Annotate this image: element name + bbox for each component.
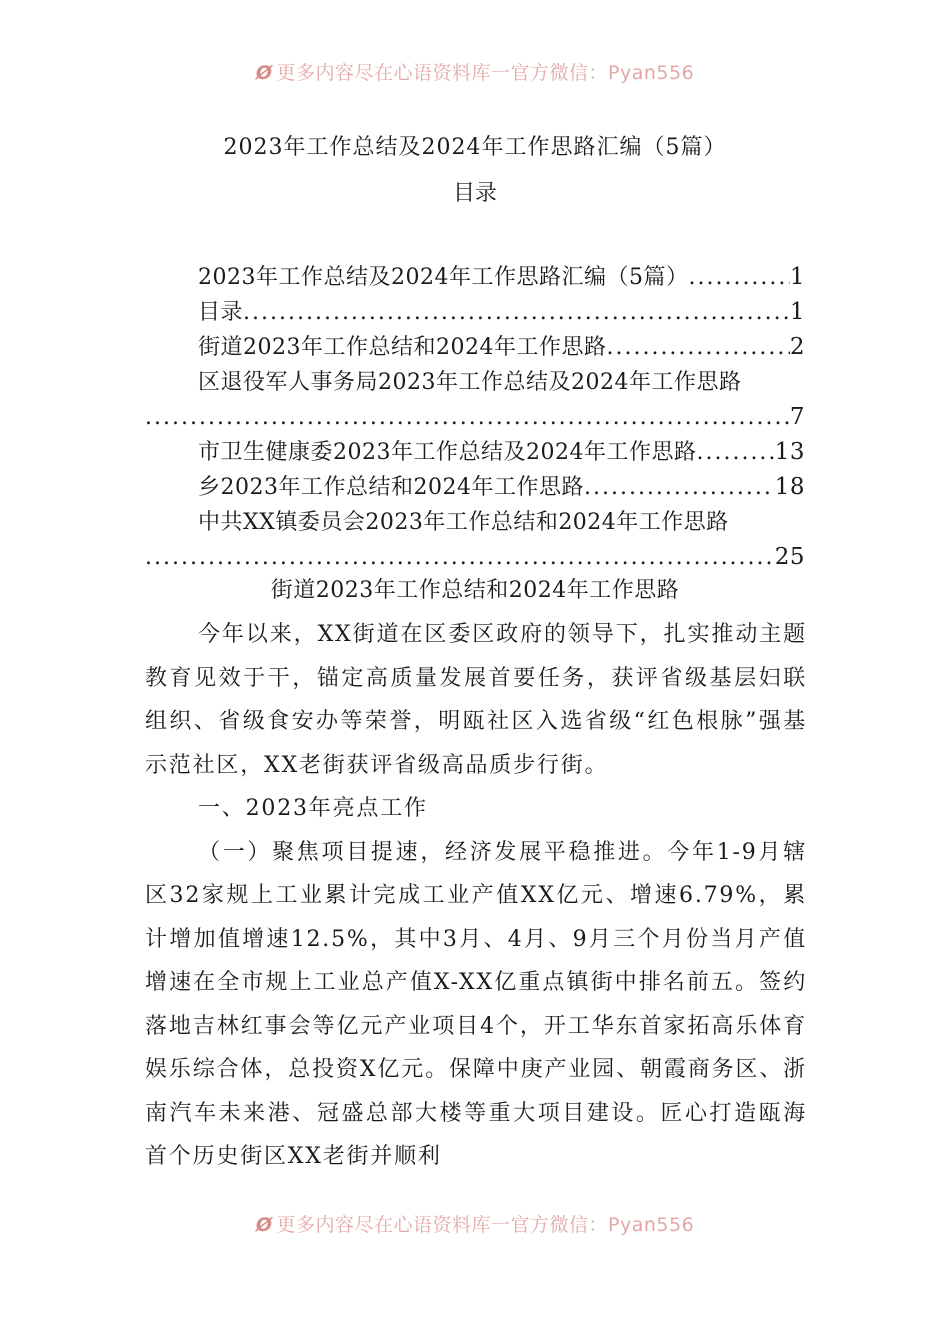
toc-entry-page: 2 bbox=[789, 334, 805, 360]
toc-entry-label: 2023年工作总结及2024年工作思路汇编（5篇） bbox=[198, 265, 689, 290]
watermark-text: 更多内容尽在心语资料库一官方微信：Pyan556 bbox=[276, 1214, 695, 1236]
toc-heading: 目录 bbox=[452, 181, 497, 206]
watermark-logo: Ø bbox=[255, 62, 273, 84]
toc-entry[interactable] bbox=[145, 295, 805, 330]
toc-entry-page: 1 bbox=[789, 264, 805, 290]
toc-entry-page: 1 bbox=[789, 299, 805, 325]
toc-entry-continuation[interactable] bbox=[145, 400, 805, 435]
toc-entry-label: 中共XX镇委员会2023年工作总结和2024年工作思路 bbox=[198, 510, 729, 535]
toc-entry[interactable] bbox=[145, 365, 805, 400]
section-heading: 一、2023年亮点工作 bbox=[198, 796, 428, 821]
toc-entry-page: 7 bbox=[789, 404, 805, 430]
toc-leader bbox=[606, 330, 789, 365]
watermark-top bbox=[0, 58, 950, 85]
toc-entry[interactable] bbox=[145, 330, 805, 365]
toc-entry-continuation[interactable] bbox=[145, 540, 805, 575]
toc-entry[interactable] bbox=[145, 470, 805, 505]
table-of-contents bbox=[145, 260, 805, 575]
toc-entry[interactable] bbox=[145, 260, 805, 295]
toc-entry-label: 街道2023年工作总结和2024年工作思路 bbox=[198, 335, 607, 360]
toc-entry-label: 区退役军人事务局2023年工作总结及2024年工作思路 bbox=[198, 370, 742, 395]
toc-leader bbox=[243, 295, 790, 330]
body-text bbox=[145, 613, 807, 1179]
toc-entry-label: 目录 bbox=[198, 300, 244, 325]
document-title: 2023年工作总结及2024年工作思路汇编（5篇） bbox=[223, 135, 727, 160]
section-title: 街道2023年工作总结和2024年工作思路 bbox=[270, 578, 680, 603]
toc-entry-page: 18 bbox=[774, 474, 805, 500]
intro-paragraph: 今年以来，XX街道在区委区政府的领导下，扎实推动主题教育见效于干，锚定高质量发展首要任务，获评省级基层妇联组织、省级食安办等荣誉，明瓯社区入选省级“红色根脉”强基示范社区，XX老街获评省级高品质步行街。 bbox=[145, 622, 807, 778]
toc-leader bbox=[696, 435, 774, 470]
body-paragraph: （一）聚焦项目提速，经济发展平稳推进。今年1-9月辖区32家规上工业累计完成工业产值XX亿元、增速6.79%，累计增加值增速12.5%，其中3月、4月、9月三个月份当月产值增速在全市规上工业总产值X-XX亿重点镇街中排名前五。签约落地吉林红事会等亿元产业项目4个，开工华东首家拓高乐体育娱乐综合体，总投资X亿元。保障中庚产业园、朝霞商务区、浙南汽车未来港、冠盛总部大楼等重大项目建设。匠心打造瓯海首个历史街区XX老街并顺利 bbox=[145, 839, 807, 1169]
watermark-text: 更多内容尽在心语资料库一官方微信：Pyan556 bbox=[276, 62, 695, 84]
toc-entry-label: 市卫生健康委2023年工作总结及2024年工作思路 bbox=[198, 440, 697, 465]
toc-entry-page: 13 bbox=[774, 439, 805, 465]
watermark-bottom bbox=[0, 1210, 950, 1237]
toc-entry-label: 乡2023年工作总结和2024年工作思路 bbox=[198, 475, 584, 500]
toc-leader bbox=[145, 400, 790, 435]
watermark-logo: Ø bbox=[255, 1214, 273, 1236]
toc-entry-page: 25 bbox=[774, 544, 805, 570]
toc-leader bbox=[584, 470, 775, 505]
toc-leader bbox=[145, 540, 775, 575]
toc-entry[interactable] bbox=[145, 435, 805, 470]
toc-entry[interactable] bbox=[145, 505, 805, 540]
toc-leader bbox=[688, 260, 789, 295]
